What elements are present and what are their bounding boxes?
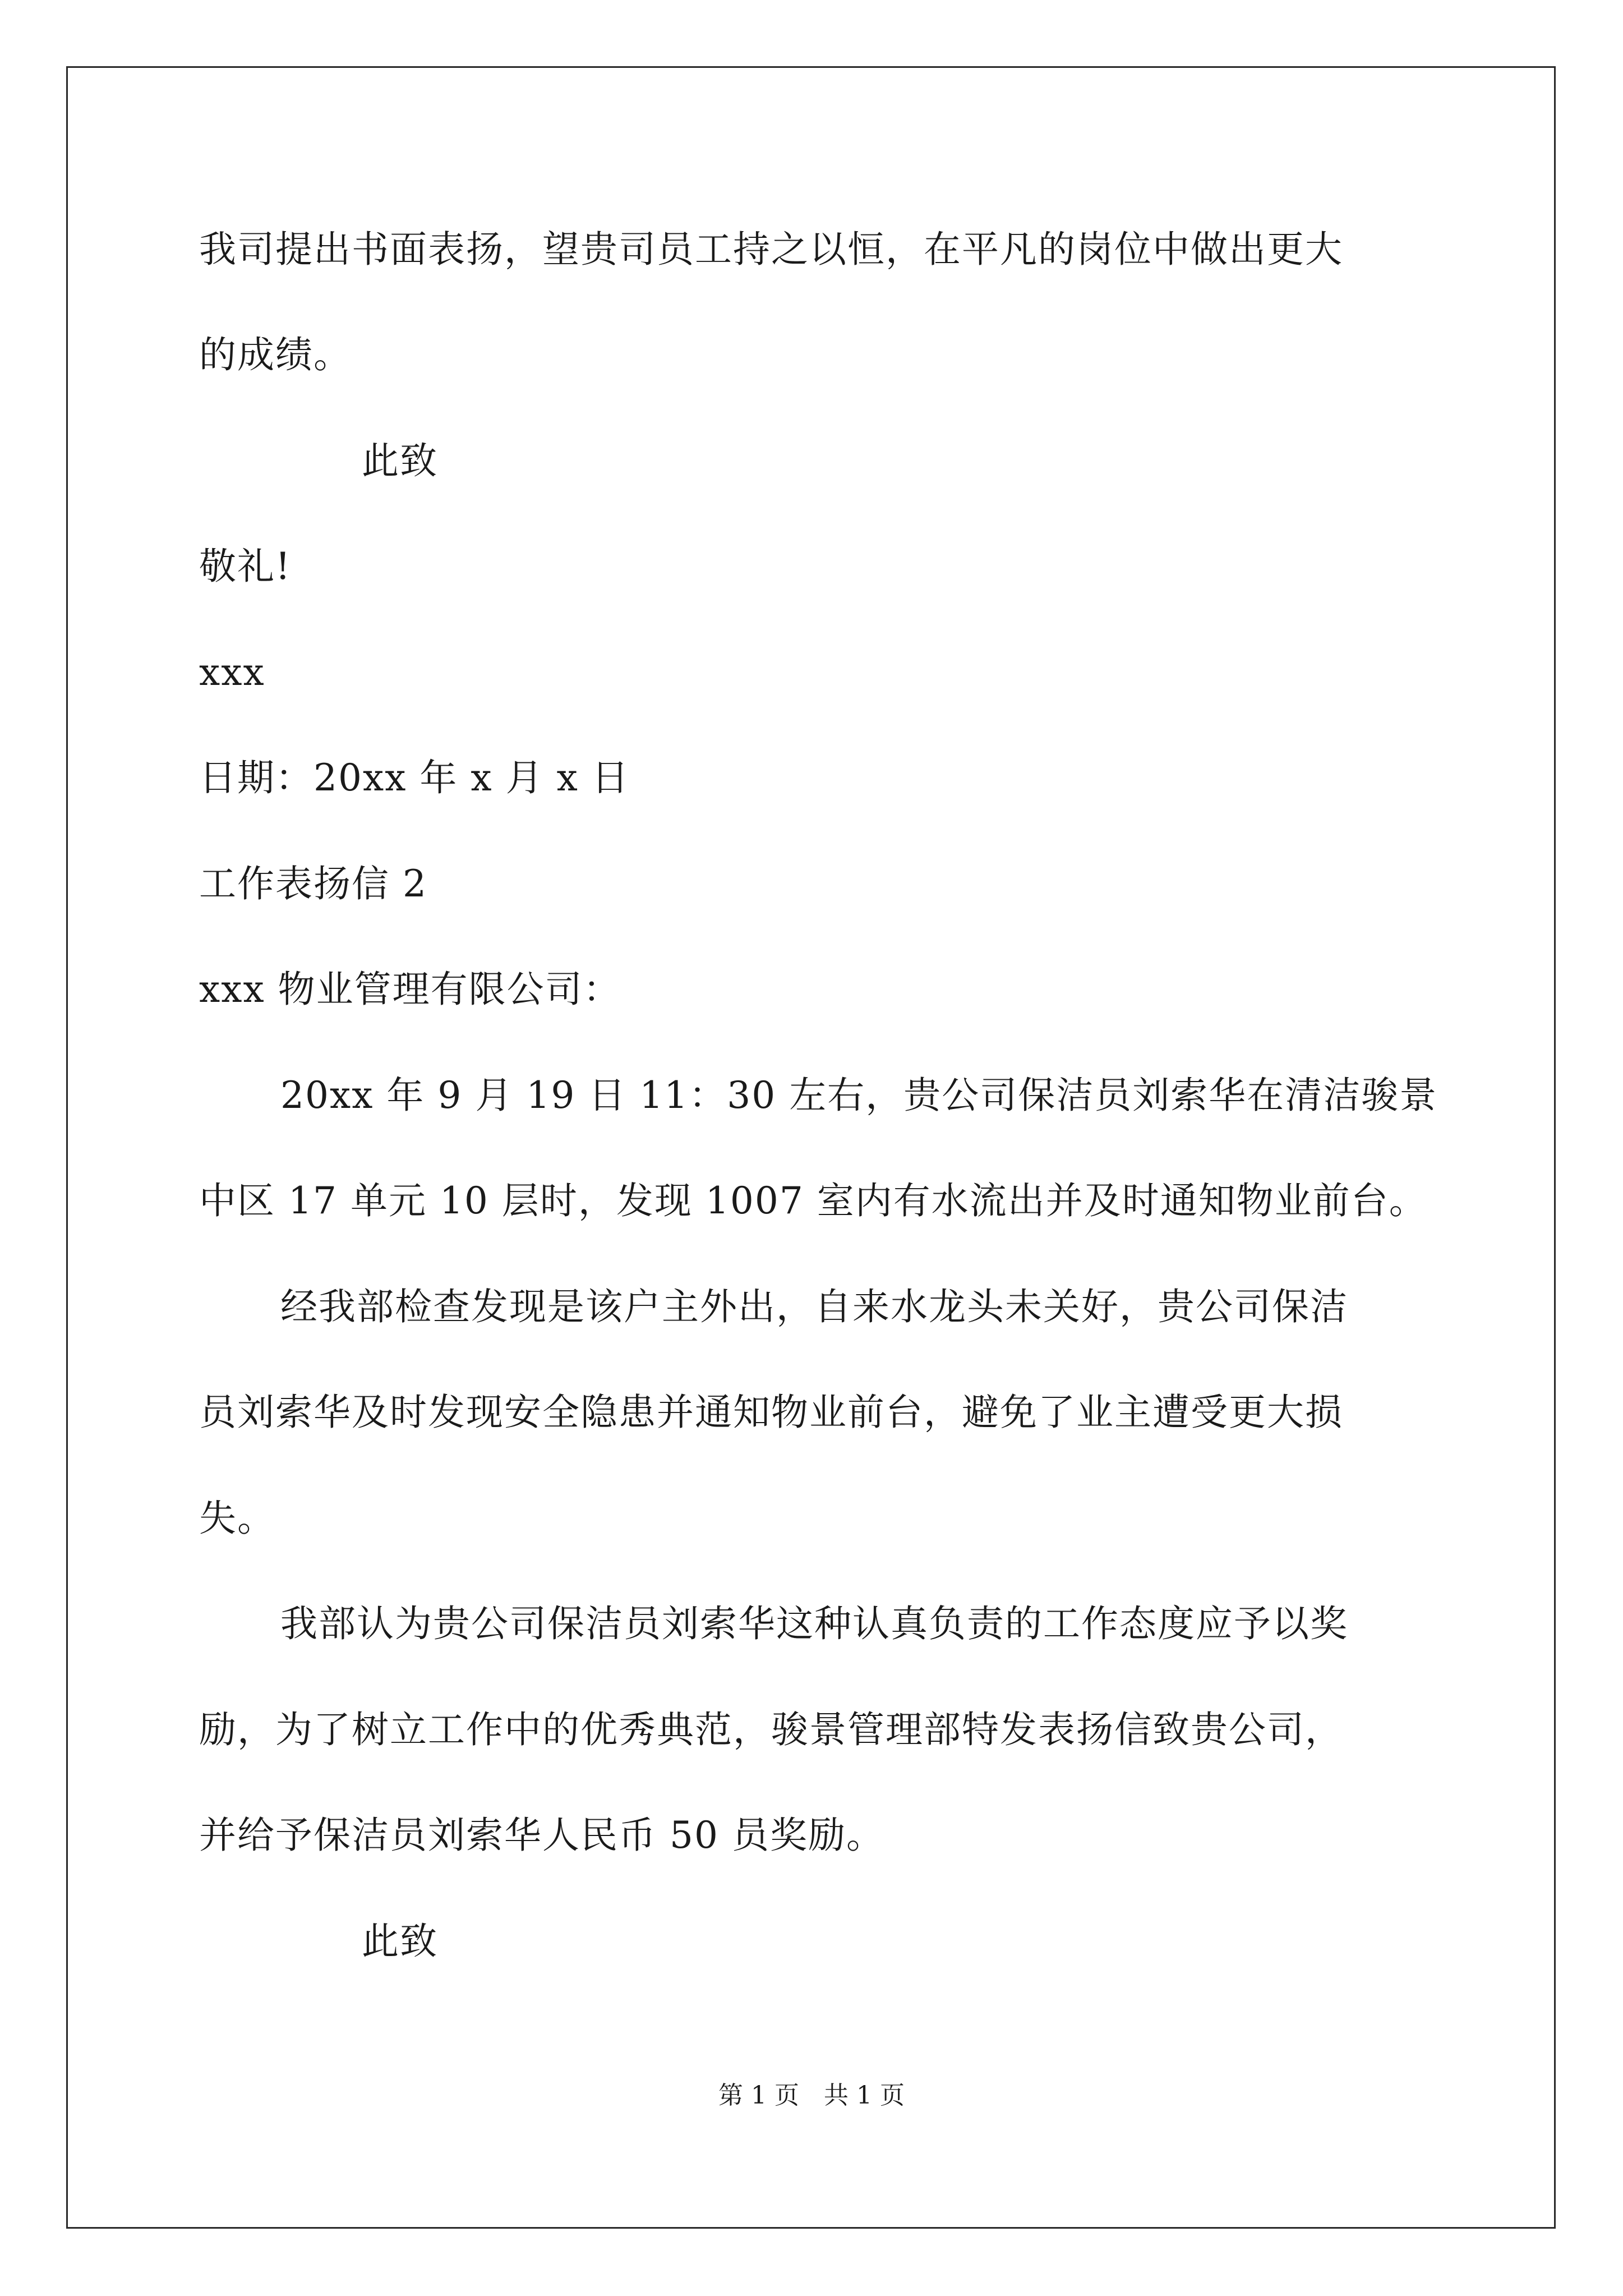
body-line-6: 员刘索华及时发现安全隐患并通知物业前台，避免了业主遭受更大损 [199,1391,1343,1434]
section-title: 工作表扬信 2 [199,862,427,905]
body-line-4: 中区 17 单元 10 层时，发现 1007 室内有水流出并及时通知物业前台。 [199,1179,1427,1222]
closing-salutation-2: 此致 [362,1920,438,1963]
body-line-2: 的成绩。 [199,333,352,376]
signature: xxx [199,651,265,694]
body-line-8: 我部认为贵公司保洁员刘索华这种认真负责的工作态度应予以奖 [280,1602,1348,1645]
page-border [66,66,1556,2229]
page-footer: 第 1 页 共 1 页 [718,2081,905,2110]
body-line-9: 励，为了树立工作中的优秀典范，骏景管理部特发表扬信致贵公司， [199,1708,1343,1751]
closing-salutation: 此致 [362,439,438,482]
date-line: 日期：20xx 年 x 月 x 日 [199,756,630,799]
body-line-3: 20xx 年 9 月 19 日 11：30 左右，贵公司保洁员刘索华在清洁骏景 [280,1074,1438,1117]
recipient-line: xxx 物业管理有限公司： [199,968,621,1011]
body-line-5: 经我部检查发现是该户主外出，自来水龙头未关好，贵公司保洁 [280,1285,1348,1328]
body-line-7: 失。 [199,1497,275,1540]
body-line-10: 并给予保洁员刘索华人民币 50 员奖励。 [199,1814,884,1857]
body-line-1: 我司提出书面表扬，望贵司员工持之以恒，在平凡的岗位中做出更大 [199,228,1343,271]
closing-regards: 敬礼! [199,545,292,588]
